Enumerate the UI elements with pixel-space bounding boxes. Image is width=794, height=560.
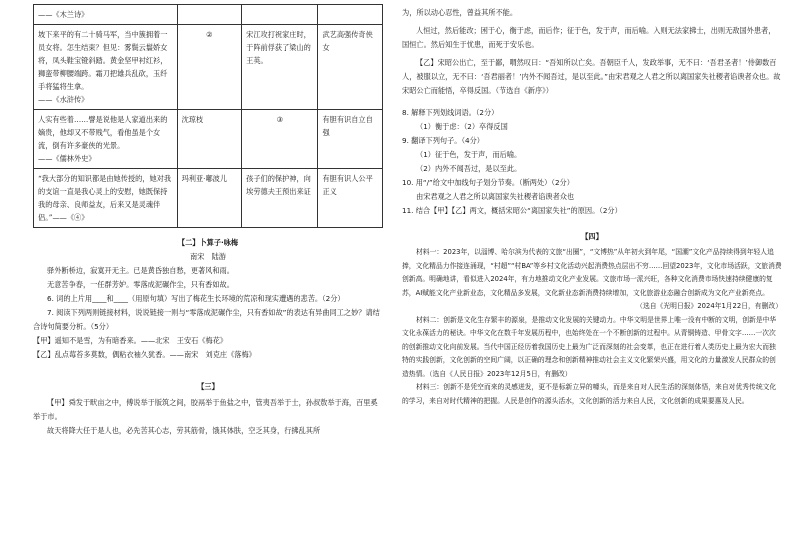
table-cell: ——《木兰诗》 [34,5,178,25]
table-cell: 宋江攻打祝家庄时，于阵前俘获了梁山的王英。 [242,25,318,110]
classical-text-jia: 【甲】舜发于畎亩之中，傅说举于版筑之间，胶鬲举于鱼盐之中，管夷吾举于士，孙叔敖举于海，百里奚举于市。 [33,398,378,421]
question-7: 7. 阅读下列两则链接材料，说说链接一则与“零落成泥碾作尘，只有香如故”的表达有异曲同工之妙？请结合诗句简要分析。（5分） [33,308,380,331]
table-cell [177,5,242,25]
table-cell: 人实有些着……譬是说他是人家道出来的嫡贵，他却又不带贱气，看他虽是个女流，倒有许多豪侠的光景。 ——《儒林外史》 [34,110,178,169]
table-cell: 有胆有识自立自强 [318,110,383,169]
table-cell: 坡下来平的有二十骑马军，当中簇拥着一员女将。怎生结束？但见：雾鬓云鬟娇女将，凤头鞋宝镫斜踏。黄金坚甲衬红衫，狮蛮带柳腰端跨。霜刀把雄兵乱砍，玉纤手将猛将生拿。 ——《水浒传》 [34,25,178,110]
poem-line: 无意苦争春，一任群芳妒。零落成泥碾作尘，只有香如故。 [47,280,234,289]
question-9-item-2: （2）内外不闻吾过，是以至此。 [416,164,522,173]
classical-text-yi: 【乙】宋昭公出亡，至于鄙，喟然叹曰：“吾知所以亡矣。吾朝臣千人，发政举事，无不曰：‘吾君圣者！’侍御数百人，被服以立，无不曰：‘吾君丽者！’内外不闻吾过，是以至此。”由宋君观之人君之所以离国家失社稷者谄谀者众也。故宋昭公亡而能悟，卒得反国。（节选自《新序》） [402,58,781,95]
question-10: 10. 用“/”给文中加线句子划分节奏。（断两处）（2分） [402,178,574,187]
table-cell: ③ [242,110,318,169]
material-one-source: （选自《光明日报》2024年1月22日，有删改） [636,302,782,310]
question-9-item-1: （1）征于色，发于声，而后喻。 [416,150,522,159]
text-paragraph: 人恒过，然后能改；困于心，衡于虑，而后作；征于色，发于声，而后喻。入则无法家拂士，出则无敌国外患者，国恒亡。然后知生于忧患，而死于安乐也。 [402,26,776,49]
poem-line: 驿外断桥边，寂寞开无主。已是黄昏独自愁，更著风和雨。 [47,266,234,275]
poem-title: 【二】卜算子·咏梅 [177,238,239,247]
table-row [34,5,383,25]
table-cell: 孩子们的保护神，向埃劳德夫王预出来证 [242,169,318,228]
table-cell [242,5,318,25]
table-cell [318,5,383,25]
section-three-title: 【三】 [197,382,219,391]
section-three [33,382,383,438]
material-three: 材料三：创新不是凭空而来的灵感迸发，更不是标新立异的噱头，而是来自对人民生活的深刻体悟，来自对优秀传统文化的学习，来自对时代精神的把握。人民是创作的源头活水，文化创新的活力来自人民，文化创新的成果要惠及人民。 [402,383,777,405]
question-10-text: 由宋君观之人君之所以离国家失社稷者谄谀者众也 [416,192,575,201]
material-two: 材料二：创新是文化生存繁丰的源泉，是推动文化发展的关键动力。中华文明是世界上唯一没有中断的文明，创新是中华文化永葆活力的秘诀。中华文化在数千年发展历程中，也始终处在一个不断创新的过程中。从青铜铸造、甲骨文字……一次次的创新推动文化向前发展。当代中国正经历着我国历史上最为广泛而深刻的社会变革，也正在进行着人类历史上最为宏大而独特的实践创新，文化创新的空间广阔，以正确的理念和创新精神推动社会主义文化繁荣兴盛，用文化的力量激发人民群众的创造热情。（选自《人民日报》2023年12月5日，有删改） [402,315,777,378]
link-material-b: 【乙】乱点莓苔多莫数，偶粘衣袖久犹香。——南宋 刘克庄《落梅》 [33,350,256,359]
table-cell: ② [177,25,242,110]
classical-text-jia-cont: 故天将降大任于是人也，必先苦其心志，劳其筋骨，饿其体肤，空乏其身，行拂乱其所 [47,426,321,435]
table-row [34,169,383,228]
right-column [402,6,782,408]
table-cell: 玛利亚·嘟波儿 [177,169,242,228]
table-cell: 武艺高强传奇侠女 [318,25,383,110]
link-material-a: 【甲】遥知不是雪，为有暗香来。——北宋 王安石《梅花》 [33,336,228,345]
question-9: 9. 翻译下列句子。（4分） [402,136,484,145]
table-cell: 有胆有识人公平正义 [318,169,383,228]
section-four-title: 【四】 [581,232,603,241]
question-11: 11. 结合【甲】【乙】两文，概括宋昭公“离国家失社”的原因。（2分） [402,206,622,215]
table-row [34,110,383,169]
text-continuation: 为，所以动心忍性，曾益其所不能。 [402,8,518,17]
table-cell: 沈琼枝 [177,110,242,169]
material-one: 材料一：2023年，以淄博、哈尔滨为代表的文旅“出圈”，“文博热”从年初火到年尾，“国潮”文化产品持续得到年轻人追捧，文化精品力作接连涌现，“村超”“村BA”等乡村文化活动兴起消费热点层出不穷……回望2023年，文化市场活跃，文旅消费创新高。明确地讲，看似进入2024年，有力地推动文化产业发展。文旅市场一派兴旺，各种文化消费市场快速持续健康的复苏，AI赋能文化产业新业态，文化精品多发展，文化新业态新消费持续增加，文化旅游业态融合创新成为文化产业新亮点。 [402,248,782,297]
literary-characters-table [33,4,383,228]
poem-author: 南宋 陆游 [190,252,226,261]
question-8: 8. 解释下列划线词语。（2分） [402,108,499,117]
poem-section [33,236,383,362]
question-8-items: （1）衡于虑：（2）卒得反国 [416,122,508,131]
left-column [33,0,383,438]
question-6: 6. 词的上片用____和____（用原句填）写出了梅花生长环境的荒凉和现实遭遇的悲苦。（2分） [47,294,345,303]
table-cell: “我大部分的知识都是由她传授的，她对我的支谊一直是我心灵上的安慰，她既保持我的母亲、良师益友，后来又是灵魂伴侣。”——《④》 [34,169,178,228]
table-row [34,25,383,110]
